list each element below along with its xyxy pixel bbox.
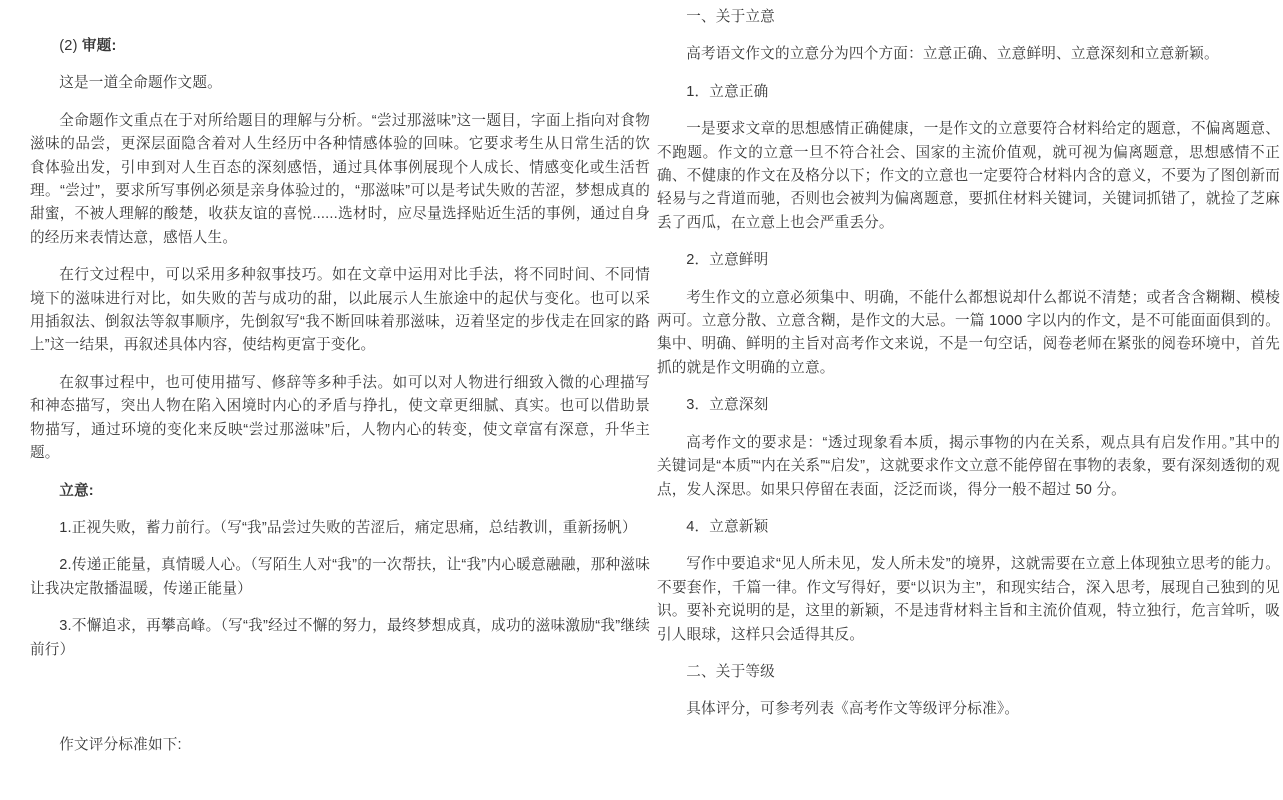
liyi-item-2: 2.传递正能量，真情暖人心。（写陌生人对“我”的一次帮扶，让“我”内心暖意融融，那种滋味让我决定散播温暖，传递正能量） <box>30 557 650 597</box>
section2-heading: 二、关于等级 <box>686 663 775 680</box>
page-left-column <box>30 35 650 757</box>
section-title-shenti: 审题: <box>81 38 117 54</box>
page-right-column <box>657 6 1280 722</box>
paragraph-intro: 这是一道全命题作文题。 <box>59 75 222 92</box>
section1-heading: 一、关于立意 <box>686 9 775 25</box>
subsection3-body: 高考作文的要求是：“透过现象看本质，揭示事物的内在关系，观点具有启发作用。”其中的关键词是“本质”“内在关系”“启发”，这就要求作文立意不能停留在事物的表象，要有深刻透彻的观点，发人深思。如果只停留在表面，泛泛而谈，得分一般不超过 50 分。 <box>657 434 1280 498</box>
subsection1-body: 一是要求文章的思想感情正确健康，一是作文的立意要符合材料给定的题意，不偏离题意、不跑题。作文的立意一旦不符合社会、国家的主流价值观，就可视为偏离题意，思想感情不正确、不健康的作文在及格分以下；作文的立意也一定要符合材料内含的意义，不要为了图创新而轻易与之背道而驰，否则也会被判为偏离题意，要抓住材料关键词，关键词抓错了，就捡了芝麻丢了西瓜，在立意上也会严重丢分。 <box>657 121 1280 231</box>
subsection2-body: 考生作文的立意必须集中、明确，不能什么都想说却什么都说不清楚；或者含含糊糊、模棱两可。立意分散、立意含糊，是作文的大忌。一篇 1000 字以内的作文，是不可能面面俱到的。集中、明确、鲜明的主旨对高考作文来说，不是一句空话，阅卷老师在紧张的阅卷环境中，首先抓的就是作文明确的立意。 <box>657 289 1280 376</box>
paragraph-analysis: 全命题作文重点在于对所给题目的理解与分析。“尝过那滋味”这一题目，字面上指向对食物滋味的品尝，更深层面隐含着对人生经历中各种情感体验的回味。它要求考生从日常生活的饮食体验出发，引申到对人生百态的深刻感悟，通过具体事例展现个人成长、情感变化或生活哲理。“尝过”，要求所写事例必须是亲身体验过的，“那滋味”可以是考试失败的苦涩，梦想成真的甜蜜，不被人理解的酸楚，收获友谊的喜悦......选材时，应尽量选择贴近生活的事例，通过自身的经历来表情达意，感悟人生。 <box>30 112 650 246</box>
subsection1-heading: 1．立意正确 <box>686 83 769 100</box>
subsection4-body: 写作中要追求“见人所未见，发人所未发”的境界，这就需要在立意上体现独立思考的能力。不要套作，千篇一律。作文写得好，要“以识为主”，和现实结合，深入思考，展现自己独到的见识。要补充说明的是，这里的新颖，不是违背材料主旨和主流价值观，特立独行，危言耸听，吸引人眼球，这样只会适得其反。 <box>657 556 1280 643</box>
liyi-label: 立意: <box>59 482 94 499</box>
scoring-standard-note: 作文评分标准如下: <box>59 736 182 753</box>
liyi-item-3: 3.不懈追求，再攀高峰。（写“我”经过不懈的努力，最终梦想成真，成功的滋味激励“我”继续前行） <box>30 618 650 658</box>
liyi-item-1: 1.正视失败，蓄力前行。（写“我”品尝过失败的苦涩后，痛定思痛，总结教训，重新扬帆） <box>59 519 637 536</box>
subsection3-heading: 3．立意深刻 <box>686 397 769 414</box>
paragraph-description-technique: 在叙事过程中，也可使用描写、修辞等多种手法。如可以对人物进行细致入微的心理描写和神态描写，突出人物在陷入困境时内心的矛盾与挣扎，使文章更细腻、真实。也可以借助景物描写，通过环境的变化来反映“尝过那滋味”后，人物内心的转变，使文章富有深意，升华主题。 <box>30 374 650 462</box>
section-number: (2) <box>59 38 78 54</box>
subsection4-heading: 4．立意新颖 <box>686 518 769 535</box>
paragraph-narrative-technique: 在行文过程中，可以采用多种叙事技巧。如在文章中运用对比手法，将不同时间、不同情境下的滋味进行对比，如失败的苦与成功的甜，以此展示人生旅途中的起伏与变化。也可以采用插叙法、倒叙法等叙事顺序，先倒叙写“我不断回味着那滋味，迈着坚定的步伐走在回家的路上”这一结果，再叙述具体内容，使结构更富于变化。 <box>30 267 650 354</box>
section2-body: 具体评分，可参考列表《高考作文等级评分标准》。 <box>686 701 1020 718</box>
section1-intro: 高考语文作文的立意分为四个方面：立意正确、立意鲜明、立意深刻和立意新颖。 <box>686 46 1219 63</box>
section-heading-shenti <box>30 35 650 58</box>
subsection2-heading: 2．立意鲜明 <box>686 252 769 269</box>
